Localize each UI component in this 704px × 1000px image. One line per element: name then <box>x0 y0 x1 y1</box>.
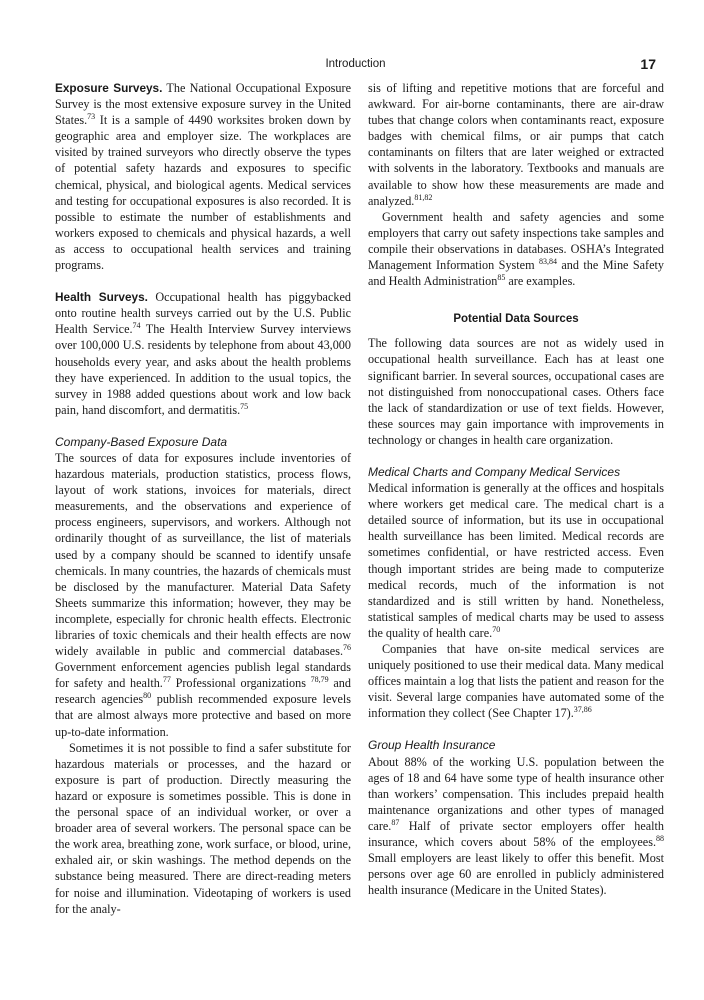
left-column <box>55 80 351 917</box>
company-exposure-paragraph: The sources of data for exposures include inventories of hazardous materials, production statistics, process flows, layout of work stations, invoices for materials, direct measurements, and the observations and experience of process engineers, supervisors, and workers. Although not ordinarily thought of as surveillance, the list of materials used by a company should be scanned to identify unsafe chemicals. In many countries, the hazards of chemicals must be disclosed by the manufacturer. Material Data Safety Sheets summarize this information; however, they may be incomplete, especially for chronic health effects. Electronic libraries of toxic chemicals and their health effects are now widely available in public and commercial databases.$^{76}$ Government enforcement agencies publish legal standards for safety and health.$^{77}$ Professional organizations $^{78,79}$ and research agencies$^{80}$ publish recommended exposure levels that are almost always more protective and based on more up-to-date information. <box>55 450 352 739</box>
citation: 87 <box>391 817 400 827</box>
substitute-paragraph: Sometimes it is not possible to find a safer substitute for hazardous materials or processes, and the hazard or exposure is part of production. Directly measuring the hazard or exposure is sometimes possible. This is done in the personal space of an individual worker, or over a broader area of several workers. The personal space can be the work area, breathing zone, work surface, or blood, urine, exhaled air, or skin washings. The method depends on the substance being measured. There are direct-reading meters for noise and illumination. Videotaping of workers is used for the analy- <box>55 740 351 916</box>
citation: 70 <box>492 624 501 634</box>
medical-charts-heading: Medical Charts and Company Medical Services <box>368 464 621 479</box>
running-title: Introduction <box>325 58 386 70</box>
right-column <box>368 80 664 898</box>
citation: 74 <box>132 321 141 331</box>
page-header <box>55 56 656 76</box>
citation: 88 <box>656 833 664 843</box>
exposure-surveys-paragraph: Exposure Surveys. The National Occupational Exposure Survey is the most extensive exposure survey in the United States.$^{73}$ It is a sample of 4490 worksites broken down by geographic area and employer size. The workplaces are visited by trained surveyors who directly observe the types of potential safety hazards and exposures to specific chemical, physical, and biological agents. Medical services and testing for occupational exposures is also recorded. It is possible to estimate the number of establishments and workers exposed to chemicals and physical hazards, a well as access to occupational health services and training programs. <box>55 81 351 273</box>
group-health-insurance-heading: Group Health Insurance <box>368 738 496 753</box>
citation: 78,79 <box>310 675 329 685</box>
citation: 37,86 <box>573 705 592 715</box>
citation: 75 <box>240 401 249 411</box>
exposure-surveys-heading: Exposure Surveys. <box>55 81 163 95</box>
citation: 73 <box>87 112 96 122</box>
citation: 76 <box>343 643 351 653</box>
citation: 83,84 <box>538 256 557 266</box>
health-surveys-heading: Health Surveys. <box>55 290 148 305</box>
government-paragraph: Government health and safety agencies and some employers that carry out safety inspections take samples and compile their observations in databases. OSHA’s Integrated Management Information System $^{83,84}$ and the Mine Safety and Health Administration$^{85}$ are examples. <box>368 209 664 289</box>
citation: 77 <box>162 675 171 685</box>
medical-charts-paragraph: Medical information is generally at the offices and hospitals where workers get medical care. The medical chart is a detailed source of information, but its use in occupational health surveillance has been limited. Medical records are sometimes confidential, or have restricted access. Even though important strides are being made to computerize medical records, much of the information is not standardized and is still written by hand. Nonetheless, statistical samples of medical charts may be used to assess the quality of health care.$^{70}$ <box>368 481 664 640</box>
company-based-exposure-heading: Company-Based Exposure Data <box>55 434 228 449</box>
citation: 80 <box>143 691 152 701</box>
citation: 85 <box>497 273 506 283</box>
health-surveys-paragraph: Health Surveys. Occupational health has piggybacked onto routine health surveys carried out by the U.S. Public Health Service.$^{74}$ The Health Interview Survey interviews over 100,000 U.S. residents by telephone from about 43,000 households every year, and asks about the health problems they have experienced. In addition to the usual topics, the survey in 1988 added questions about work and low back pain, hand discomfort, and dermatitis.$^{75}$ <box>55 290 351 417</box>
citation: 81,82 <box>414 192 433 202</box>
page-number: 17 <box>640 56 656 72</box>
potential-data-paragraph: The following data sources are not as widely used in occupational health surveillance. Each has at least one significant barrier. In several sources, occupational cases are not distinguished from nonoccupational cases. Others face the lack of standardization or use of text fields. However, these sources may gain importance with improvements in technology or changes in health care organization. <box>368 336 664 447</box>
continued-paragraph: sis of lifting and repetitive motions that are forceful and awkward. For air-borne contaminants, there are air-draw tubes that change colors when contaminants react, exposure badges with chemical films, or air pumps that catch contaminants on filters that are later weighed or extracted with solvents in the laboratory. Textbooks and manuals are available to show how these measurements are made and analyzed.$^{81,82}$ <box>368 81 664 208</box>
onsite-medical-paragraph: Companies that have on-site medical services are uniquely positioned to use their medical data. Many medical offices maintain a log that lists the patient and reason for the visit. Several large companies have automated some of the information they collect (See Chapter 17).$^{37,86}$ <box>368 642 664 721</box>
potential-data-sources-heading: Potential Data Sources <box>453 313 579 326</box>
group-health-paragraph: About 88% of the working U.S. population between the ages of 18 and 64 have some type of health insurance other than workers’ compensation. This includes prepaid health maintenance organizations and other types of managed care.$^{87}$ Half of private sector employers offer health insurance, which covers about 58% of the employees.$^{88}$ Small employers are least likely to offer this benefit. Most persons over age 60 are enrolled in publicly administered health insurance (Medicare in the United States). <box>368 754 664 898</box>
